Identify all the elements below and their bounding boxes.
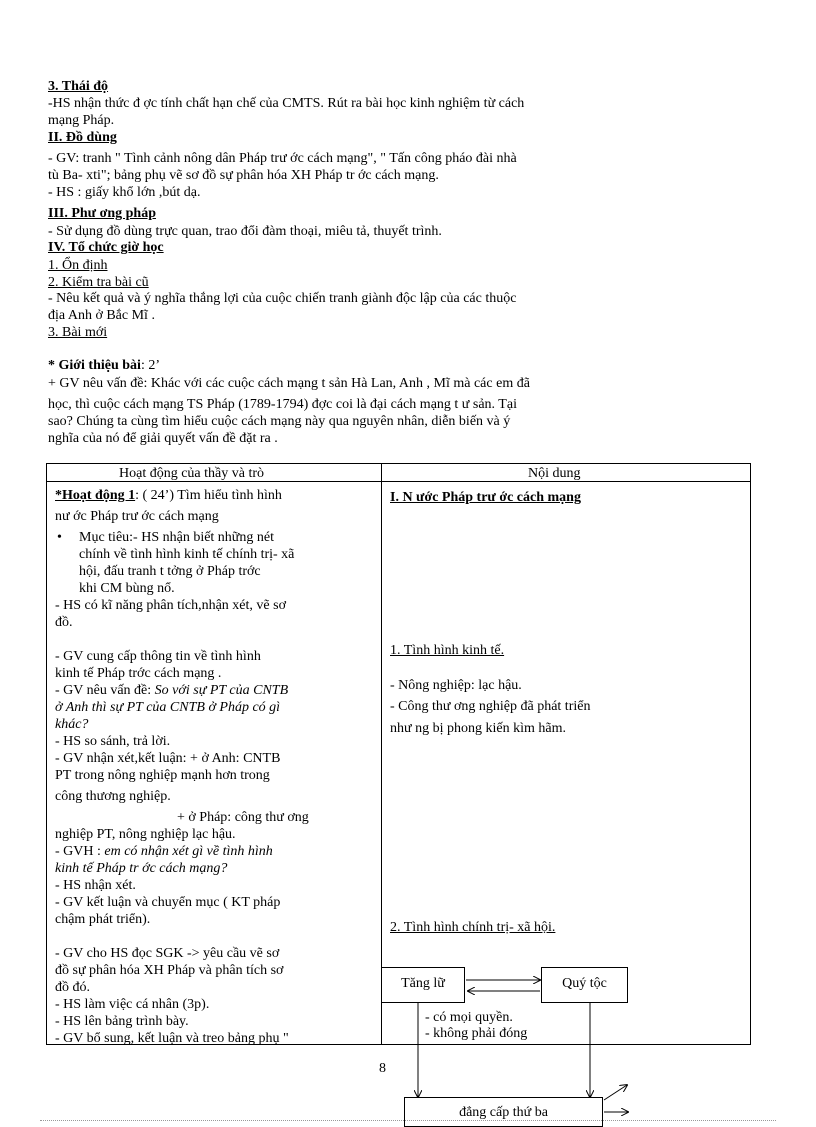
econ-line-8: PT trong nông nghiệp mạnh hơn trong [55,768,270,783]
privilege-line-1: - có mọi quyền. [425,1010,513,1025]
society-line-6: - GV bổ sung, kết luận và treo bảng phụ " [55,1031,289,1046]
intro-heading-time: : 2’ [140,358,160,373]
society-line-2: đồ sự phân hóa XH Pháp và phân tích sơ [55,963,284,978]
econ-line-15: - GV kết luận và chuyển mục ( KT pháp [55,895,281,910]
society-line-5: - HS lên bảng trình bày. [55,1014,189,1029]
skill-line-2: đồ. [55,615,73,630]
skill-line-1: - HS có kĩ năng phân tích,nhận xét, vẽ sơ [55,598,286,613]
review-line-1: - Nêu kết quả và ý nghĩa thắng lợi của cuộc chiến tranh giành độc lập của các thuộc [48,291,517,306]
society-line-3: đồ đó. [55,980,90,995]
section-methods-title: III. Phư ơng pháp [48,206,156,221]
goal-line-1: Mục tiêu:- HS nhận biết những nét [79,530,275,545]
society-line-1: - GV cho HS đọc SGK -> yêu cầu vẽ sơ [55,946,280,961]
intro-line-4: nghĩa của nó để giải quyết vấn đề đặt ra . [48,431,278,446]
content-economy-line-3: như ng bị phong kiến kìm hãm. [390,721,566,736]
content-economy-heading: 1. Tình hình kinh tế. [390,643,505,658]
econ-line-6: - HS so sánh, trả lời. [55,734,171,749]
econ-line-11: nghiệp PT, nông nghiệp lạc hậu. [55,827,236,842]
section-attitude-title: 3. Thái độ [48,79,109,94]
econ-line-1: - GV cung cấp thông tin về tình hình [55,649,261,664]
page-number: 8 [379,1061,386,1076]
attitude-text-2: mạng Pháp. [48,113,115,128]
privilege-line-2: - không phải đóng [425,1026,528,1041]
econ-line-3-question: So với sự PT của CNTB [154,683,289,698]
econ-line-5: khác? [55,717,89,732]
header-content: Nội dung [528,466,581,481]
content-title: I. N ước Pháp trư ớc cách mạng [390,490,581,505]
box-nobility: Quý tộc [541,967,628,1003]
bullet-icon: • [57,530,62,545]
content-economy-line-1: - Nông nghiệp: lạc hậu. [390,678,522,693]
box-clergy: Tăng lữ [381,967,465,1003]
attitude-text: -HS nhận thức đ ợc tính chất hạn chế của CMTS. Rút ra bài học kinh nghiệm từ cách [48,96,525,111]
econ-line-4: ở Anh thì sự PT của CNTB ở Pháp có gì [55,700,281,715]
step-2: 2. Kiểm tra bài cũ [48,275,149,290]
econ-line-9: công thương nghiệp. [55,789,171,804]
review-line-2: địa Anh ở Bắc Mĩ . [48,308,155,323]
content-society-heading: 2. Tình hình chính trị- xã hội. [390,920,556,935]
goal-line-2: chính về tình hình kinh tế chính trị- xã [79,547,295,562]
page-bottom-border [40,1120,776,1121]
box-third-estate: đẳng cấp thứ ba [404,1097,603,1127]
section-materials-title: II. Đồ dùng [48,130,117,145]
content-economy-line-2: - Công thư ơng nghiệp đã phát triển [390,699,591,714]
econ-line-3-prefix: - GV nêu vấn đề: [55,683,155,698]
goal-line-3: hội, đấu tranh t tởng ở Pháp trớc [79,564,261,579]
econ-line-16: chậm phát triển). [55,912,151,927]
econ-line-12-prefix: - GVH : [55,844,105,859]
intro-line-3: sao? Chúng ta cùng tìm hiểu cuộc cách mạng này qua nguyên nhân, diễn biến và ý [48,414,511,429]
materials-line-2: tù Ba- xti"; bảng phụ vẽ sơ đồ sự phân hóa XH Pháp tr ớc cách mạng. [48,168,439,183]
materials-line-3: - HS : giấy khổ lớn ,bút dạ. [48,185,201,200]
econ-line-12-question: em có nhận xét gì về tình hình [104,844,273,859]
intro-line-1: + GV nêu vấn đề: Khác với các cuộc cách mạng t sản Hà Lan, Anh , Mĩ mà các em đã [48,376,530,391]
intro-line-2: học, thì cuộc cách mạng TS Pháp (1789-1794) đợc coi là đại cách mạng t ư sản. Tại [48,397,517,412]
econ-line-14: - HS nhận xét. [55,878,136,893]
activity-1-desc: : ( 24’) Tìm hiểu tình hình [135,488,282,503]
header-activities: Hoạt động của thầy và trò [119,466,265,481]
materials-line-1: - GV: tranh " Tình cảnh nông dân Pháp trư ớc cách mạng", " Tấn công pháo đài nhà [48,151,517,166]
step-3: 3. Bài mới [48,325,108,340]
section-organization-title: IV. Tổ chức giờ học [48,240,164,255]
econ-line-7: - GV nhận xét,kết luận: + ở Anh: CNTB [55,751,281,766]
econ-line-2: kinh tế Pháp trớc cách mạng . [55,666,222,681]
intro-heading-bold: * Giới thiệu bài [48,358,141,373]
step-1: 1. Ổn định [48,258,108,273]
econ-line-13: kinh tế Pháp tr ớc cách mạng? [55,861,228,876]
activity-1-line-2: nư ớc Pháp trư ớc cách mạng [55,509,219,524]
activity-1-label: *Hoạt động 1 [55,488,136,503]
society-line-4: - HS làm việc cá nhân (3p). [55,997,210,1012]
econ-line-10: + ở Pháp: công thư ơng [177,810,309,825]
methods-line: - Sử dụng đồ dùng trực quan, trao đổi đàm thoại, miêu tả, thuyết trình. [48,224,442,239]
goal-line-4: khi CM bùng nổ. [79,581,175,596]
